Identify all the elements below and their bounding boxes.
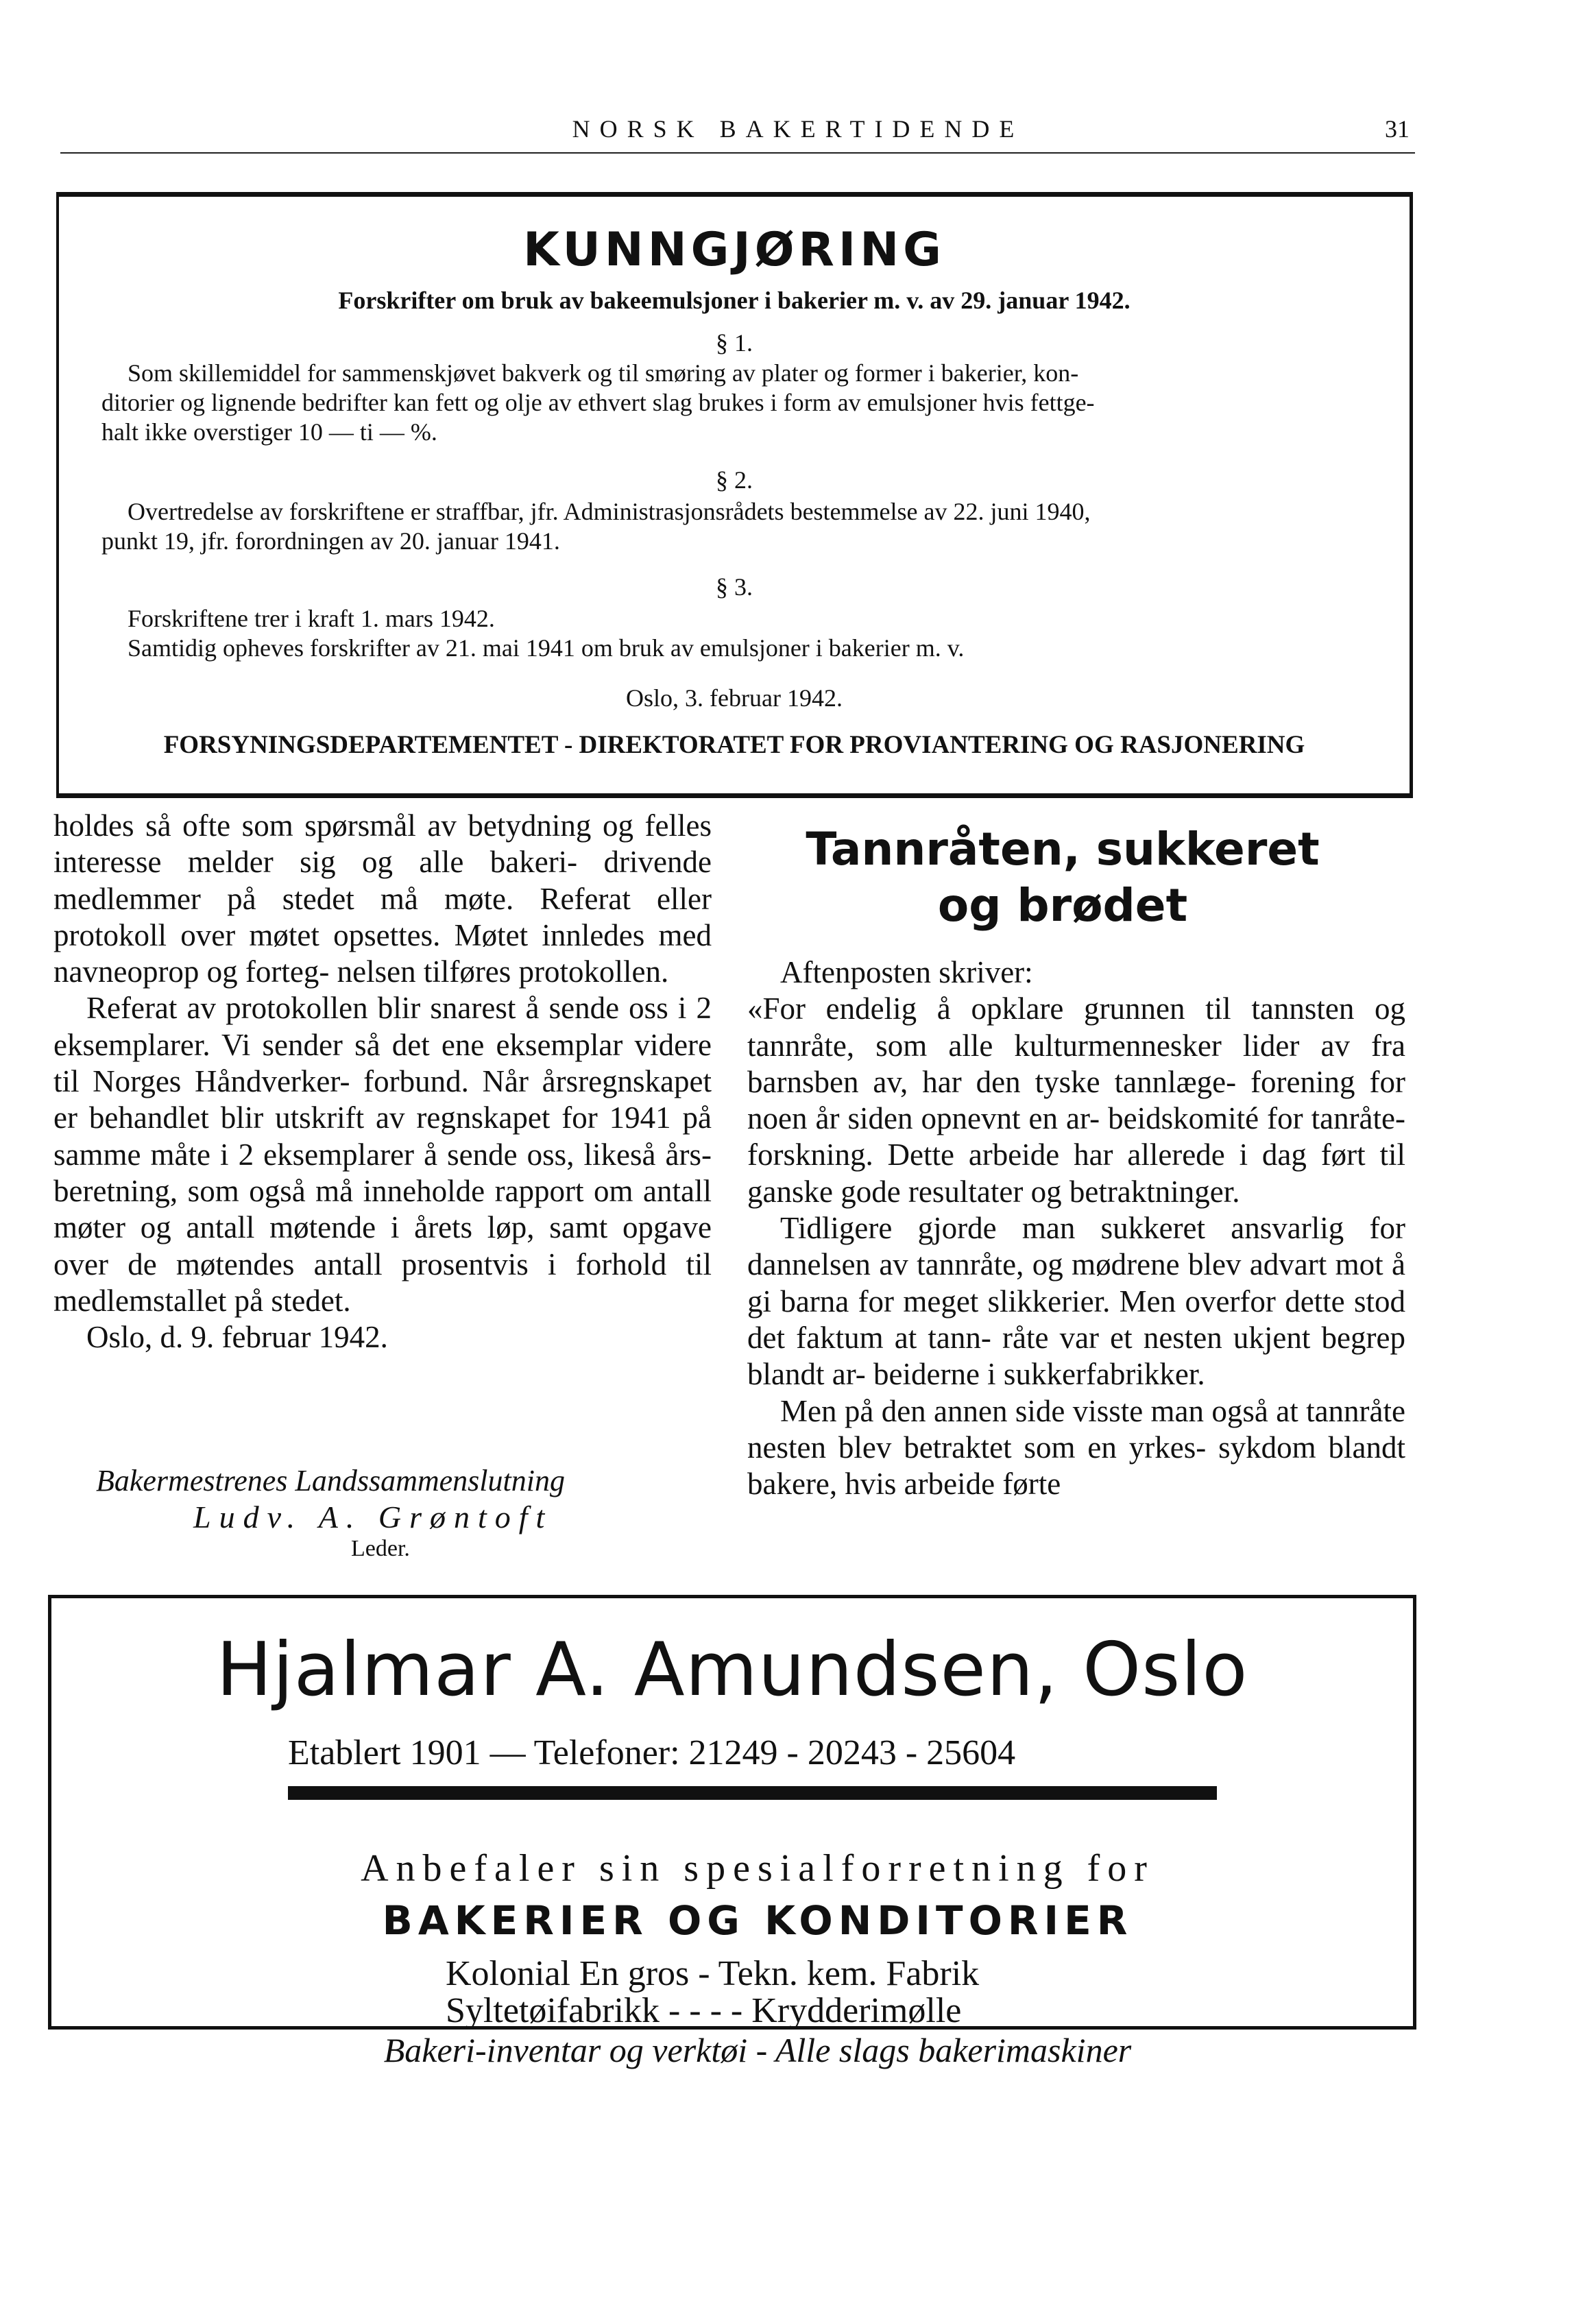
section-2-line: Overtredelse av forskriftene er straffbar, jfr. Administrasjonsrådets bestemmelse av 22. juni 1940, (128, 498, 1091, 525)
notice-title: KUNNGJØRING (523, 223, 945, 277)
section-3-line: Samtidig opheves forskrifter av 21. mai 1941 om bruk av emulsjoner i bakerier m. v. (128, 634, 965, 662)
section-2-line: punkt 19, jfr. forordningen av 20. januar 1941. (101, 527, 560, 555)
advert-product-line: Syltetøifabrikk - - - - Krydderimølle (446, 1991, 962, 2030)
section-2-heading: § 2. (716, 466, 753, 494)
advert-divider-bar (288, 1786, 1217, 1800)
left-column (53, 808, 712, 1356)
article-intro: Aftenposten skriver: (780, 955, 1033, 989)
leader-title: Leder. (351, 1536, 410, 1561)
advert-tagline: Anbefaler sin spesialforretning for (361, 1847, 1154, 1890)
section-1-line: halt ikke overstiger 10 — ti — %. (101, 418, 437, 446)
article-title-line: og brødet (937, 879, 1188, 932)
section-3-line: Forskriftene trer i kraft 1. mars 1942. (128, 605, 495, 632)
notice-box (56, 192, 1413, 798)
header-rule (60, 152, 1415, 154)
right-column (747, 954, 1405, 1502)
section-1-line: ditorier og lignende bedrifter kan fett og olje av ethvert slag brukes i form av emulsjoner hvis fettge- (101, 389, 1095, 416)
article-title-line: Tannråten, sukkeret (806, 823, 1320, 876)
leader-name: Ludv. A. Grøntoft (193, 1500, 553, 1534)
advert-box (48, 1595, 1416, 2069)
notice-place-date: Oslo, 3. februar 1942. (626, 684, 843, 712)
left-paragraph: holdes så ofte som spørsmål av betydning og felles interesse melder sig og alle bakeri- drivende medlemmer på stedet må møte. Referat eller protokoll over møtet opsettes. Møtet innledes med navneoprop og forteg- nelsen tilføres protokollen. (53, 808, 712, 989)
notice-signoff: FORSYNINGSDEPARTEMENTET - DIREKTORATET FOR PROVIANTERING OG RASJONERING (163, 731, 1305, 759)
left-paragraph: Referat av protokollen blir snarest å sende oss i 2 eksemplarer. Vi sender så det ene eksemplar videre til Norges Håndverker- forbund. Når årsregnskapet er behandlet blir utskrift av regnskapet for 1941 på samme måte i 2 eksemplarer å sende oss, likeså års- beretning, som også må inneholde rapport om antall møter og antall møtende i årets løp, samt opgave over de møtendes antall prosentvis i forhold til medlemstallet på stedet. (53, 991, 712, 1318)
article-title (754, 821, 1371, 934)
notice-subtitle: Forskrifter om bruk av bakeemulsjoner i bakerier m. v. av 29. januar 1942. (338, 287, 1130, 314)
advert-bakeries-heading: BAKERIER OG KONDITORIER (382, 1897, 1133, 1944)
page-number: 31 (1385, 115, 1410, 143)
advert-contact-line: Etablert 1901 — Telefoner: 21249 - 20243 - 25604 (288, 1733, 1016, 1772)
organization-name: Bakermestrenes Landssammenslutning (96, 1464, 565, 1497)
section-3-heading: § 3. (716, 573, 753, 601)
article-paragraph: Tidligere gjorde man sukkeret ansvarlig for dannelsen av tannråte, og mødrene blev advart mot å gi barna for meget slikkerier. Men overfor dette stod det faktum at tann- råte var et nesten ukjent begrep blandt ar- beiderne i sukkerfabrikker. (747, 1211, 1405, 1392)
section-1-heading: § 1. (716, 329, 753, 357)
article-paragraph: Men på den annen side visste man også at tannråte nesten blev betraktet som en yrkes- sykdom blandt bakere, hvis arbeide førte (747, 1393, 1405, 1502)
advert-product-line: Kolonial En gros - Tekn. kem. Fabrik (446, 1954, 980, 1993)
advert-product-line: Bakeri-inventar og verktøi - Alle slags bakerimaskiner (383, 2031, 1132, 2069)
advert-company-name: Hjalmar A. Amundsen, Oslo (216, 1627, 1248, 1713)
section-1-line: Som skillemiddel for sammenskjøvet bakverk og til smøring av plater og former i bakerier, kon- (128, 359, 1079, 387)
left-place-date: Oslo, d. 9. februar 1942. (86, 1320, 388, 1355)
article-paragraph: «For endelig å opklare grunnen til tannsten og tannråte, som alle kulturmennesker lider av fra barnsben av, har den tyske tannlæge- forening for noen år siden opnevnt en ar- beidskomité for tanråte-forskning. Dette arbeide har allerede i dag ført til ganske gode resultater og betraktninger. (747, 991, 1405, 1209)
running-header-title: NORSK BAKERTIDENDE (572, 115, 1024, 143)
